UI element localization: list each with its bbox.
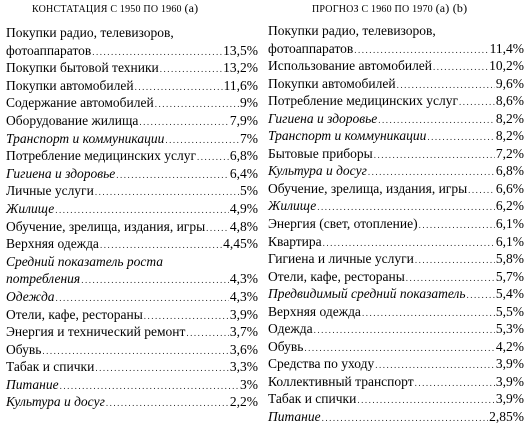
leader-dots	[468, 182, 495, 200]
row-value: 3,7%	[229, 324, 258, 340]
row-value: 3,6%	[229, 341, 258, 357]
table-row	[268, 75, 524, 93]
row-label: Одежда	[6, 288, 55, 304]
left-column-heading	[6, 0, 258, 17]
row-value: 10,2%	[489, 58, 524, 74]
row-value: 7%	[240, 130, 258, 146]
row-value: 6,1%	[495, 216, 524, 232]
row-label: Использование автомобилей	[268, 58, 433, 74]
row-label: Одежда	[268, 321, 313, 337]
table-row	[268, 233, 524, 251]
table-row	[268, 92, 524, 110]
table-row	[6, 130, 258, 148]
row-value: 13,2%	[223, 60, 258, 76]
leader-dots	[427, 129, 495, 147]
table-row	[6, 358, 258, 376]
left-column	[6, 0, 258, 411]
row-value: 4,45%	[223, 236, 258, 252]
row-label: Бытовые приборы	[268, 145, 373, 161]
row-value: 8,2%	[495, 128, 524, 144]
row-label: Потребление медицинских услуг	[268, 93, 458, 109]
row-value: 13,5%	[223, 42, 258, 58]
row-value: 3,9%	[495, 391, 524, 407]
row-label: Питание	[6, 376, 59, 392]
row-label: Средний показатель роста	[6, 253, 164, 269]
row-label: Содержание автомобилей	[6, 95, 154, 111]
row-value: 3,3%	[229, 359, 258, 375]
row-value: 2,85%	[489, 409, 524, 425]
table-row	[6, 376, 258, 394]
table-row	[6, 341, 258, 359]
row-value: 3,9%	[229, 306, 258, 322]
row-value: 6,4%	[229, 165, 258, 181]
row-label: Предвидимый средний показатель	[268, 286, 466, 302]
table-row	[268, 268, 524, 286]
row-value: 4,2%	[495, 338, 524, 354]
row-label: Покупки бытовой техники	[6, 60, 159, 76]
row-value: 4,8%	[229, 218, 258, 234]
table-row	[268, 22, 524, 40]
row-value: 8,2%	[495, 110, 524, 126]
leader-dots	[155, 96, 239, 114]
table-row	[6, 112, 258, 130]
table-row	[268, 127, 524, 145]
leader-dots	[322, 410, 489, 428]
table-row	[268, 215, 524, 233]
row-label: Покупки автомобилей	[268, 75, 396, 91]
row-label: Жилище	[268, 198, 317, 214]
left-heading-text: КОНСТАТАЦИЯ С 1950 ПО 1960	[32, 4, 182, 15]
table-row	[6, 94, 258, 112]
table-row	[6, 182, 258, 200]
leader-dots	[467, 287, 495, 305]
leader-dots	[459, 94, 495, 112]
leader-dots	[374, 147, 495, 165]
row-value: 9,6%	[495, 75, 524, 91]
table-row	[268, 373, 524, 391]
row-label: Табак и спички	[6, 359, 95, 375]
table-row	[6, 235, 258, 253]
row-label: Отели, кафе, рестораны	[6, 306, 143, 322]
right-rows	[268, 22, 524, 426]
row-label: Обучение, зрелища, издания, игры	[268, 180, 468, 196]
leader-dots	[415, 375, 495, 393]
right-column	[268, 0, 524, 426]
left-heading-mark: (a)	[184, 1, 199, 15]
right-heading-text: ПРОГНОЗ С 1960 ПО 1970	[312, 4, 433, 15]
row-value: 5,8%	[495, 251, 524, 267]
table-row	[6, 200, 258, 218]
row-label: Обучение, зрелища, издания, игры	[6, 218, 206, 234]
row-label: Энергия и технический ремонт	[6, 324, 186, 340]
table-row	[6, 147, 258, 165]
right-heading-mark: (a) (b)	[435, 1, 468, 15]
row-value: 7,9%	[229, 112, 258, 128]
right-column-heading	[268, 0, 524, 17]
row-label: Коллективный транспорт	[268, 373, 414, 389]
row-value: 4,3%	[229, 271, 258, 287]
row-label: фотоаппаратов	[268, 40, 354, 56]
leader-dots	[95, 184, 239, 202]
table-row	[268, 408, 524, 426]
row-label: Культура и досуг	[6, 394, 105, 410]
table-row	[268, 303, 524, 321]
row-value: 6,6%	[495, 180, 524, 196]
row-label: Личные услуги	[6, 183, 94, 199]
row-label: Средства по уходу	[268, 356, 375, 372]
table-row	[268, 110, 524, 128]
leader-dots	[95, 360, 229, 378]
row-value: 6,8%	[495, 163, 524, 179]
table-row	[6, 24, 258, 42]
table-row	[6, 77, 258, 95]
row-value: 6,1%	[495, 233, 524, 249]
row-value: 6,2%	[495, 198, 524, 214]
row-value: 3,9%	[495, 373, 524, 389]
row-label: Энергия (свет, отопление)	[268, 216, 418, 232]
table-row	[268, 145, 524, 163]
table-row	[268, 40, 524, 58]
row-value: 3%	[240, 376, 258, 392]
row-value: 3,9%	[495, 356, 524, 372]
row-label: Гигиена и здоровье	[268, 110, 378, 126]
leader-dots	[186, 325, 228, 343]
leader-dots	[197, 149, 229, 167]
table-row	[268, 197, 524, 215]
row-label: Верхняя одежда	[268, 303, 361, 319]
row-label: Верхняя одежда	[6, 236, 99, 252]
table-row	[268, 285, 524, 303]
table-row	[6, 393, 258, 411]
row-value: 9%	[240, 95, 258, 111]
row-label: Отели, кафе, рестораны	[268, 268, 405, 284]
leader-dots	[357, 392, 495, 410]
row-label: Покупки радио, телевизоров,	[268, 23, 436, 38]
row-value: 6,8%	[229, 148, 258, 164]
table-row	[6, 165, 258, 183]
row-label: Гигиена и личные услуги	[268, 251, 414, 267]
table-row	[268, 338, 524, 356]
table-row	[268, 320, 524, 338]
row-value: 5,4%	[495, 286, 524, 302]
row-label: Транспорт и коммуникации	[6, 130, 165, 146]
table-row	[6, 270, 258, 288]
row-label: Потребление медицинских услуг	[6, 148, 196, 164]
leader-dots	[106, 395, 229, 413]
row-label: фотоаппаратов	[6, 42, 92, 58]
table-row	[6, 59, 258, 77]
row-label: Гигиена и здоровье	[6, 165, 116, 181]
leader-dots	[314, 322, 495, 340]
table-row	[6, 323, 258, 341]
table-row	[6, 253, 258, 271]
row-label: Обувь	[6, 341, 42, 357]
leader-dots	[116, 167, 229, 185]
table-row	[268, 162, 524, 180]
leader-dots	[81, 272, 229, 290]
row-label: Питание	[268, 409, 321, 425]
table-row	[6, 306, 258, 324]
row-label: Культура и досуг	[268, 163, 367, 179]
row-label: Покупки радио, телевизоров,	[6, 25, 174, 40]
table-row	[268, 250, 524, 268]
left-rows	[6, 24, 258, 411]
table-row	[268, 57, 524, 75]
row-value: 2,2%	[229, 394, 258, 410]
row-value: 5,7%	[495, 268, 524, 284]
row-value: 5,5%	[495, 303, 524, 319]
row-value: 11,6%	[223, 77, 258, 93]
leader-dots	[415, 252, 495, 270]
row-label: потребления	[6, 271, 81, 287]
row-value: 5%	[240, 183, 258, 199]
leader-dots	[362, 305, 495, 323]
row-value: 7,2%	[495, 145, 524, 161]
row-label: Оборудование жилища	[6, 112, 139, 128]
leader-dots	[419, 217, 495, 235]
row-value: 4,9%	[229, 200, 258, 216]
row-label: Обувь	[268, 338, 304, 354]
row-label: Жилище	[6, 200, 55, 216]
row-label: Покупки автомобилей	[6, 77, 134, 93]
row-value: 11,4%	[489, 40, 524, 56]
row-value: 8,6%	[495, 93, 524, 109]
table-row	[6, 288, 258, 306]
table-row	[6, 42, 258, 60]
table-row	[268, 180, 524, 198]
row-label: Квартира	[268, 233, 322, 249]
row-value: 4,3%	[229, 288, 258, 304]
leader-dots	[160, 61, 222, 79]
row-label: Транспорт и коммуникации	[268, 128, 427, 144]
table-row	[268, 355, 524, 373]
leader-dots	[433, 59, 488, 77]
row-label: Табак и спички	[268, 391, 357, 407]
table-row	[268, 390, 524, 408]
row-value: 5,3%	[495, 321, 524, 337]
table-row	[6, 218, 258, 236]
